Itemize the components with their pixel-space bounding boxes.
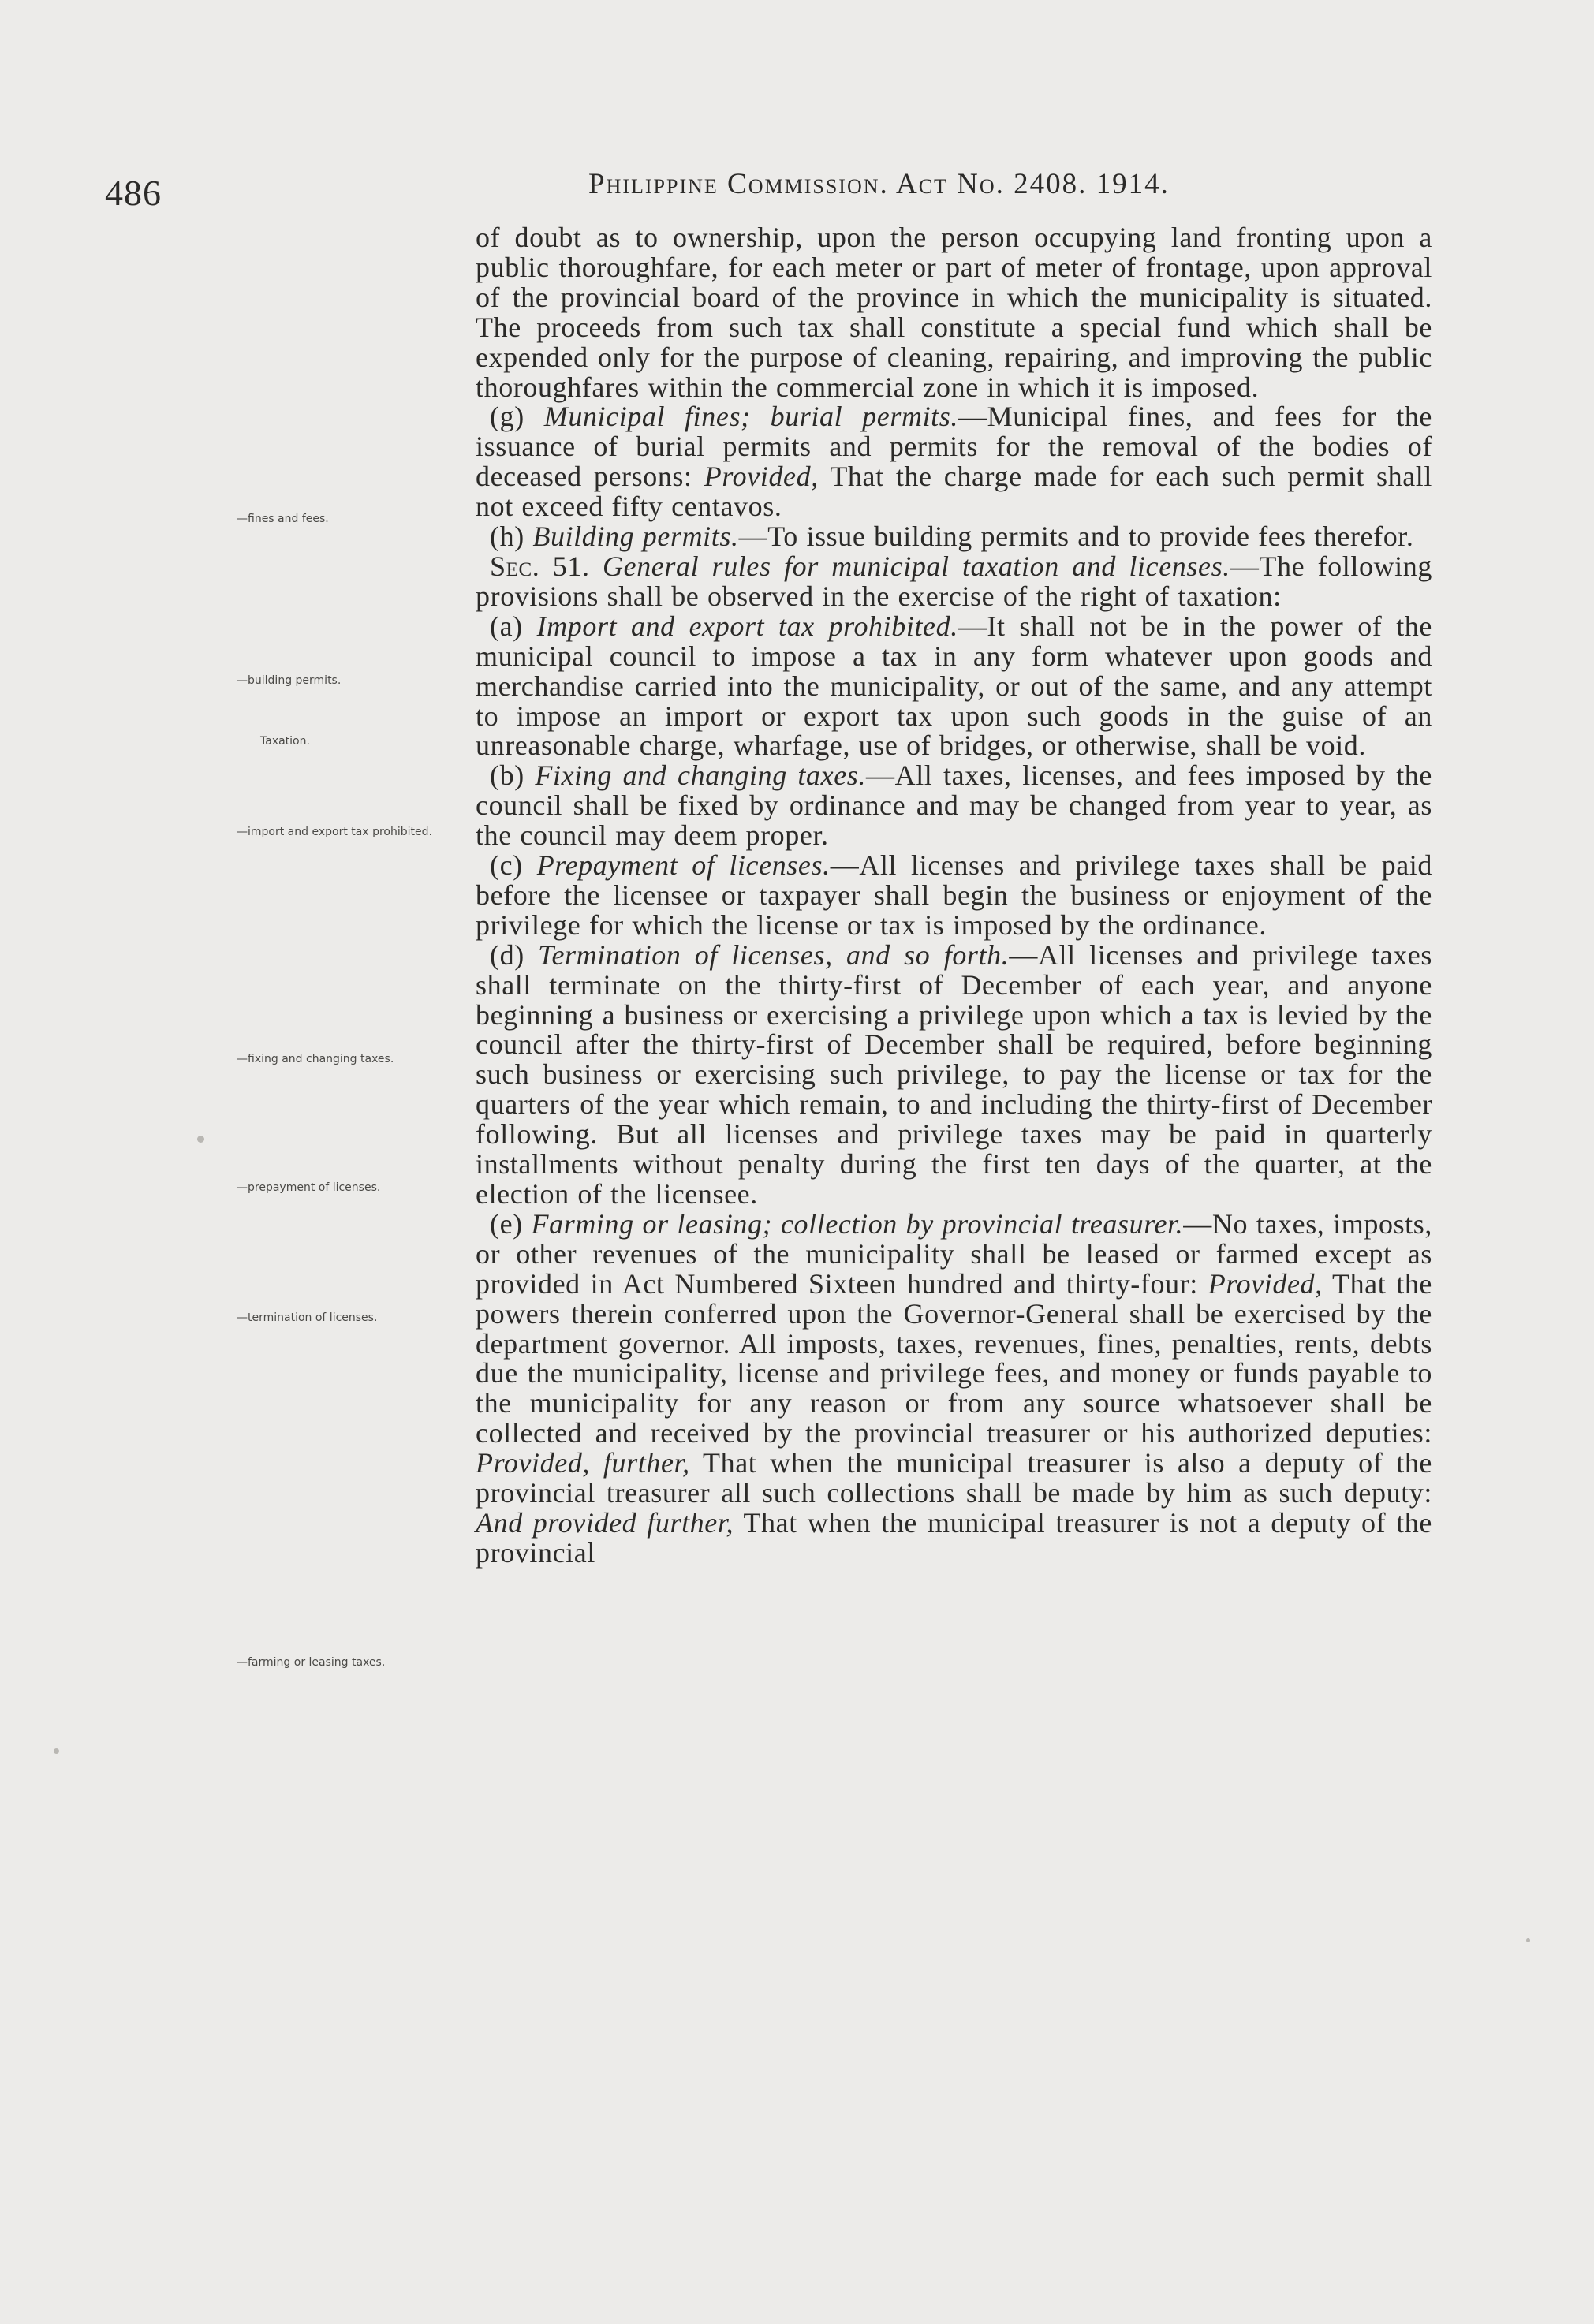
running-head: Philippine Commission. Act No. 2408. 1914. <box>588 168 1170 200</box>
margin-note-fines-and-fees: —fines and fees. <box>237 513 329 525</box>
provided-e-3: And provided further, <box>476 1506 734 1539</box>
margin-note-farming-leasing: —farming or leasing taxes. <box>237 1656 386 1669</box>
label-h: (h) <box>490 520 524 553</box>
text-e-a: —No taxes, imposts, or other revenues of the municipality shall be leased or farmed except as provided in Act Numbered Sixteen hundred and thirty-four: <box>476 1207 1432 1300</box>
paper-speck <box>197 1136 204 1143</box>
label-b: (b) <box>490 759 524 792</box>
margin-note-import-export: —import and export tax prohibited. <box>237 826 432 838</box>
section-title: General rules for municipal taxation and licenses. <box>603 550 1230 582</box>
title-g: Municipal fines; burial permits. <box>543 401 958 433</box>
paper-speck <box>1526 1938 1530 1942</box>
paragraph-continuation: of doubt as to ownership, upon the person occupying land fronting upon a public thoroughfare, for each meter or part of meter of frontage, upon approval of the provincial board of the province in which the municipality is situated. The proceeds from such tax shall constitute a special fund which shall be expended only for the purpose of cleaning, repairing, and improving the public thoroughfares within the commercial zone in which it is imposed. <box>476 222 1432 403</box>
provided-e-1: Provided, <box>1208 1267 1323 1300</box>
label-g: (g) <box>490 401 524 433</box>
text-h: —To issue building permits and to provide fees therefor. <box>738 520 1414 553</box>
title-a: Import and export tax prohibited. <box>536 610 958 642</box>
text-g-a: —Municipal fines, and fees for the issuance of burial permits and permits for the removal of the bodies of deceased persons: <box>476 401 1432 493</box>
label-a: (a) <box>490 610 523 642</box>
paragraph-b <box>476 761 1432 851</box>
provided-e-2: Provided, further, <box>476 1447 690 1479</box>
margin-note-taxation: Taxation. <box>260 735 310 748</box>
paragraph-g <box>476 402 1432 522</box>
margin-note-building-permits: —building permits. <box>237 674 342 687</box>
label-d: (d) <box>490 938 524 971</box>
text-d: —All licenses and privilege taxes shall terminate on the thirty-first of December of each year, and anyone beginning a business or exercising a privilege upon which a tax is levied by the council after the thirty-first of December shall be required, before beginning such business or exercising such privilege, to pay the license or tax for the quarters of the year which remain, to and including the thirty-first of December following. But all licenses and privilege taxes may be paid in quarterly installments without penalty during the first ten days of the quarter, at the election of the licensee. <box>476 938 1432 1210</box>
text-e-c: That when the municipal treasurer is also a deputy of the provincial treasurer all such collections shall be made by him as such deputy: <box>476 1447 1432 1509</box>
margin-note-termination: —termination of licenses. <box>237 1311 378 1324</box>
label-e: (e) <box>490 1207 523 1240</box>
paragraph-c <box>476 851 1432 941</box>
text-b: —All taxes, licenses, and fees imposed by the council shall be fixed by ordinance and may be changed from year to year, as the council may deem proper. <box>476 759 1432 852</box>
paragraph-h <box>476 522 1432 552</box>
section-text: —The following provisions shall be observed in the exercise of the right of taxation: <box>476 550 1432 612</box>
title-h: Building permits. <box>532 520 739 553</box>
text-e-b: That the powers therein conferred upon the Governor-General shall be exercised by the department governor. All imposts, taxes, revenues, fines, penalties, rents, debts due the municipality, license and privilege fees, and money or funds payable to the municipality for any reason or from any source whatsoever shall be collected and received by the provincial treasurer or his authorized deputies: <box>476 1267 1432 1449</box>
paragraph-e <box>476 1207 1432 1569</box>
paper-speck <box>54 1748 59 1754</box>
title-b: Fixing and changing taxes. <box>535 759 866 792</box>
label-c: (c) <box>490 849 523 882</box>
section-51 <box>476 552 1432 612</box>
page-number: 486 <box>105 173 162 213</box>
text-e-d: That when the municipal treasurer is not a deputy of the provincial <box>476 1506 1432 1569</box>
section-label: Sec. 51. <box>490 550 590 582</box>
text-a: —It shall not be in the power of the municipal council to impose a tax in any form whatever upon goods and merchandise carried into the municipality, or out of the same, and any attempt to impose an import or export tax upon such goods in the guise of an unreasonable charge, wharfage, use of bridges, or otherwise, shall be void. <box>476 610 1432 762</box>
title-d: Termination of licenses, and so forth. <box>538 938 1010 971</box>
body-text <box>476 223 1432 1569</box>
text-g-b: That the charge made for each such permit shall not exceed fifty centavos. <box>476 461 1432 523</box>
paragraph-d <box>476 938 1432 1210</box>
paragraph-a <box>476 612 1432 762</box>
title-c: Prepayment of licenses. <box>536 849 831 882</box>
margin-note-prepayment: —prepayment of licenses. <box>237 1181 381 1194</box>
margin-note-fixing-changing: —fixing and changing taxes. <box>237 1053 394 1065</box>
provided-g: Provided, <box>704 461 819 493</box>
text-c: —All licenses and privilege taxes shall be paid before the licensee or taxpayer shall begin the business or enjoyment of the privilege for which the license or tax is imposed by the ordinance. <box>476 849 1432 941</box>
title-e: Farming or leasing; collection by provincial treasurer. <box>531 1207 1184 1240</box>
